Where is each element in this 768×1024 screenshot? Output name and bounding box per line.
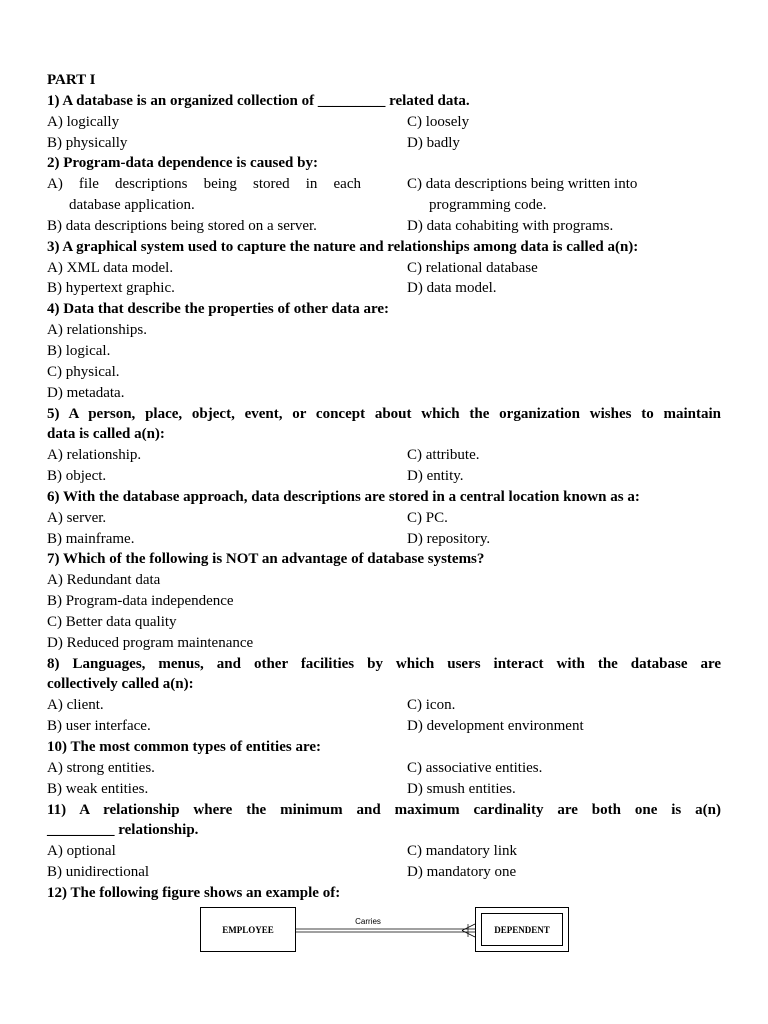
relationship-line (296, 924, 475, 937)
q2-option-c-line2: programming code. (429, 197, 547, 214)
q3-options-row2 (47, 278, 721, 299)
entity-dependent (476, 908, 569, 952)
q7-option-b: B) Program-data independence (47, 593, 234, 610)
q8-option-b: B) user interface. (47, 718, 151, 735)
entity-employee-label: EMPLOYEE (222, 925, 274, 935)
q10-option-a: A) strong entities. (47, 759, 155, 776)
entity-dependent-label: DEPENDENT (494, 925, 550, 935)
q4-option-b: B) logical. (47, 342, 111, 359)
er-diagram-figure (200, 907, 570, 952)
q1-option-d: D) badly (407, 134, 460, 151)
q2-option-a-line1: A) file descriptions being stored in each (47, 176, 361, 193)
q1-option-b: B) physically (47, 134, 128, 151)
q3-option-d: D) data model. (407, 280, 497, 297)
q6-options-row1 (47, 508, 721, 529)
q4-option-d: D) metadata. (47, 384, 125, 401)
question-5-line1: 5) A person, place, object, event, or concept about which the organization wishes to maintain (47, 405, 721, 422)
q2-option-c-line1: C) data descriptions being written into (407, 176, 638, 193)
question-2: 2) Program-data dependence is caused by: (47, 155, 318, 172)
q3-option-a: A) XML data model. (47, 259, 174, 276)
q5-option-c: C) attribute. (407, 447, 480, 464)
q10-options-row1 (47, 758, 721, 779)
q2-options-row3 (47, 216, 721, 237)
question-1: 1) A database is an organized collection of _________ related data. (47, 92, 470, 109)
q6-option-c: C) PC. (407, 509, 448, 526)
q3-option-b: B) hypertext graphic. (47, 280, 175, 297)
relationship-label: Carries (355, 917, 381, 926)
q4-option-a: A) relationships. (47, 322, 147, 339)
q6-option-d: D) repository. (407, 530, 491, 547)
q8-option-d: D) development environment (407, 718, 584, 735)
q1-options-row1 (47, 112, 721, 133)
question-3: 3) A graphical system used to capture the nature and relationships among data is called a(n): (47, 238, 639, 255)
q6-option-a: A) server. (47, 509, 107, 526)
q6-option-b: B) mainframe. (47, 530, 135, 547)
q11-option-c: C) mandatory link (407, 843, 517, 860)
question-4: 4) Data that describe the properties of other data are: (47, 301, 390, 318)
quiz-page (47, 70, 721, 904)
q4-option-c: C) physical. (47, 363, 120, 380)
q7-option-a: A) Redundant data (47, 572, 161, 589)
q11-options-row1 (47, 841, 721, 862)
q5-options-row1 (47, 445, 721, 466)
question-5-line2: data is called a(n): (47, 426, 165, 443)
question-11-line1: 11) A relationship where the minimum and maximum cardinality are both one is a(n) (47, 801, 721, 818)
question-11-line2: _________ relationship. (47, 822, 199, 839)
q5-option-d: D) entity. (407, 468, 464, 485)
q2-option-d: D) data cohabiting with programs. (407, 217, 614, 234)
q1-option-c: C) loosely (407, 113, 470, 130)
q8-options-row2 (47, 716, 721, 737)
q3-options-row1 (47, 258, 721, 279)
q11-option-d: D) mandatory one (407, 864, 517, 881)
question-6: 6) With the database approach, data descriptions are stored in a central location known as a: (47, 488, 640, 505)
question-8-line1: 8) Languages, menus, and other facilities by which users interact with the database are (47, 655, 721, 672)
q7-option-d: D) Reduced program maintenance (47, 634, 254, 651)
q8-option-a: A) client. (47, 697, 104, 714)
q8-options-row1 (47, 695, 721, 716)
q7-option-c: C) Better data quality (47, 613, 177, 630)
q5-option-a: A) relationship. (47, 447, 142, 464)
q6-options-row2 (47, 529, 721, 550)
q10-option-b: B) weak entities. (47, 780, 149, 797)
question-10: 10) The most common types of entities are: (47, 739, 321, 755)
section-heading: PART I (47, 72, 96, 88)
q2-options-row1 (47, 174, 721, 195)
q11-option-a: A) optional (47, 843, 116, 860)
q3-option-c: C) relational database (407, 259, 538, 276)
question-7: 7) Which of the following is NOT an advantage of database systems? (47, 551, 485, 568)
q2-options-row2 (47, 195, 721, 216)
q1-option-a: A) logically (47, 113, 120, 130)
entity-employee (201, 908, 296, 952)
q10-option-c: C) associative entities. (407, 759, 543, 776)
q10-option-d: D) smush entities. (407, 780, 516, 797)
q8-option-c: C) icon. (407, 697, 456, 714)
q5-option-b: B) object. (47, 468, 107, 485)
q11-options-row2 (47, 862, 721, 883)
q11-option-b: B) unidirectional (47, 864, 150, 881)
q2-option-b: B) data descriptions being stored on a server. (47, 217, 317, 234)
question-8-line2: collectively called a(n): (47, 676, 194, 693)
q10-options-row2 (47, 779, 721, 800)
q2-option-a-line2: database application. (69, 197, 195, 214)
q5-options-row2 (47, 466, 721, 487)
question-12: 12) The following figure shows an example of: (47, 884, 341, 901)
q1-options-row2 (47, 133, 721, 154)
